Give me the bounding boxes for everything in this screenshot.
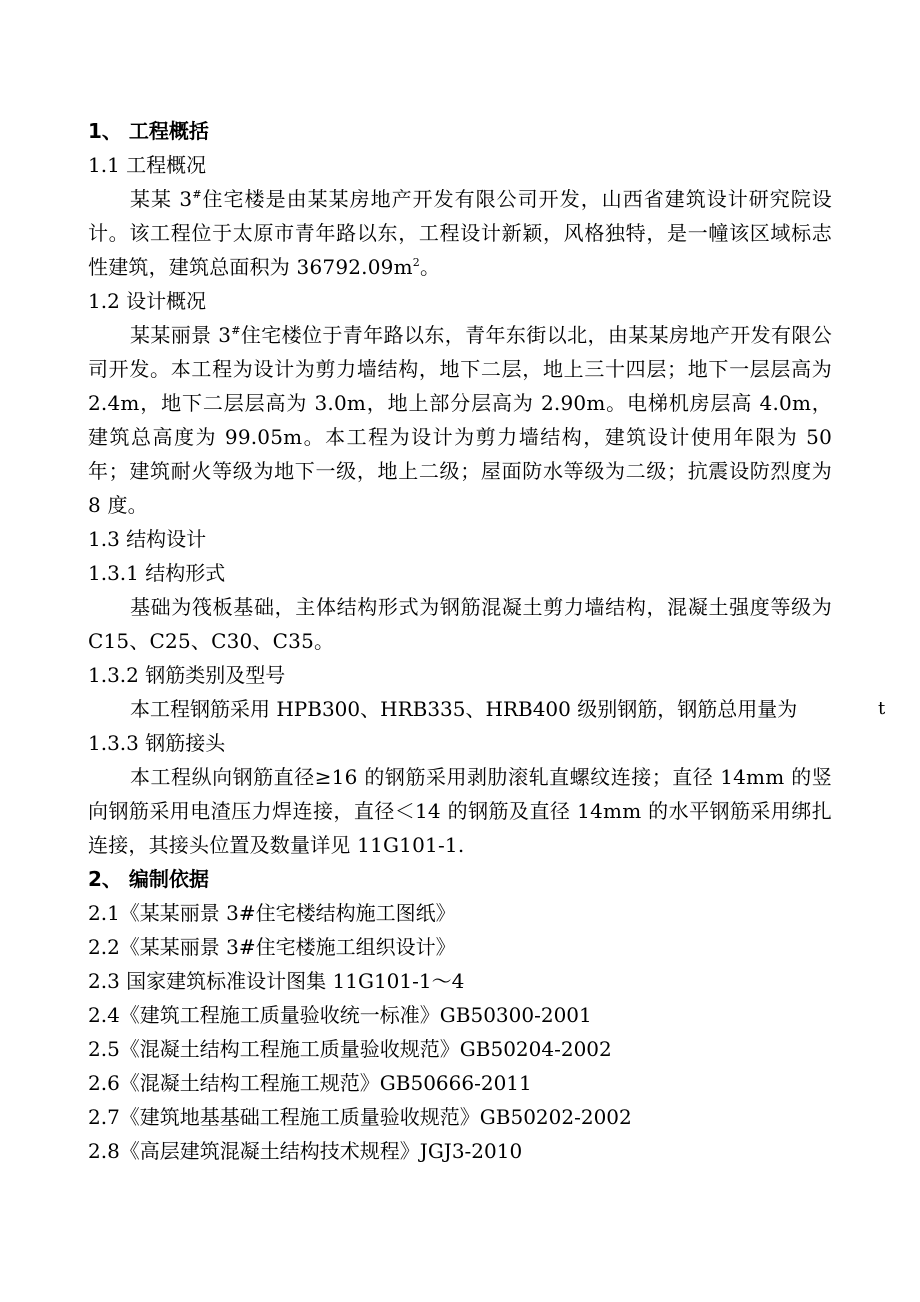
section-1-3-2-title: 1.3.2 钢筋类别及型号: [88, 663, 286, 687]
reference-item: 2.8《高层建筑混凝土结构技术规程》JGJ3-2010: [88, 1139, 523, 1163]
reference-item: 2.3 国家建筑标准设计图集 11G101-1～4: [88, 969, 465, 993]
section-1-1-paragraph: [88, 182, 832, 284]
superscript: 2: [412, 256, 420, 269]
text-run: 。: [419, 255, 441, 279]
section-1-3-title: 1.3 结构设计: [88, 527, 207, 551]
text-run: 住宅楼是由某某房地产开发有限公司开发，山西省建筑设计研究院设计。该工程位于太原市青年路以东，工程设计新颖，风格独特，是一幢该区域标志性建筑，建筑总面积为 36792.09m: [88, 187, 832, 279]
section-1-2-title: 1.2 设计概况: [88, 289, 207, 313]
section-1-3-1-title: 1.3.1 结构形式: [88, 561, 226, 585]
section-1-2-paragraph: [88, 318, 832, 522]
text-run: 某某丽景 3: [130, 323, 232, 347]
section-1-1-title: 1.1 工程概况: [88, 153, 207, 177]
text-run: 住宅楼位于青年路以东，青年东街以北，由某某房地产开发有限公司开发。本工程为设计为剪力墙结构，地下二层，地上三十四层；地下一层层高为 2.4m，地下二层层高为 3.0m，地上部分层高为 2.90m。电梯机房层高 4.0m， 建筑总高度为 99.05m。本工程为设计为剪力墙结构，建筑设计使用年限为 50 年；建筑耐火等级为地下一级，地上二级；屋面防水等级为二级；抗震设防烈度为 8 度。: [88, 323, 832, 517]
section-2-heading: 2、 编制依据: [88, 867, 209, 891]
reference-item: 2.4《建筑工程施工质量验收统一标准》GB50300-2001: [88, 1003, 592, 1027]
superscript: #: [231, 324, 241, 337]
section-1-heading: 1、 工程概括: [88, 119, 209, 143]
section-1-3-3-title: 1.3.3 钢筋接头: [88, 731, 226, 755]
section-1-3-1-paragraph: 基础为筏板基础，主体结构形式为钢筋混凝土剪力墙结构，混凝土强度等级为 C15、C25、C30、C35。: [88, 595, 832, 653]
reference-item: 2.6《混凝土结构工程施工规范》GB50666-2011: [88, 1071, 532, 1095]
superscript: #: [192, 188, 202, 201]
reference-item: 2.1《某某丽景 3#住宅楼结构施工图纸》: [88, 901, 456, 925]
reference-item: 2.7《建筑地基基础工程施工质量验收规范》GB50202-2002: [88, 1105, 632, 1129]
section-1-3-2-unit: t: [878, 698, 886, 719]
reference-item: 2.5《混凝土结构工程施工质量验收规范》GB50204-2002: [88, 1037, 612, 1061]
section-1-3-2-paragraph: 本工程钢筋采用 HPB300、HRB335、HRB400 级别钢筋，钢筋总用量为: [130, 697, 798, 721]
reference-item: 2.2《某某丽景 3#住宅楼施工组织设计》: [88, 935, 456, 959]
text-run: 某某 3: [130, 187, 193, 211]
section-1-3-3-paragraph: 本工程纵向钢筋直径≥16 的钢筋采用剥肋滚轧直螺纹连接；直径 14mm 的竖向钢筋采用电渣压力焊连接，直径＜14 的钢筋及直径 14mm 的水平钢筋采用绑扎连接，其接头位置及数量详见 11G101-1.: [88, 765, 832, 857]
